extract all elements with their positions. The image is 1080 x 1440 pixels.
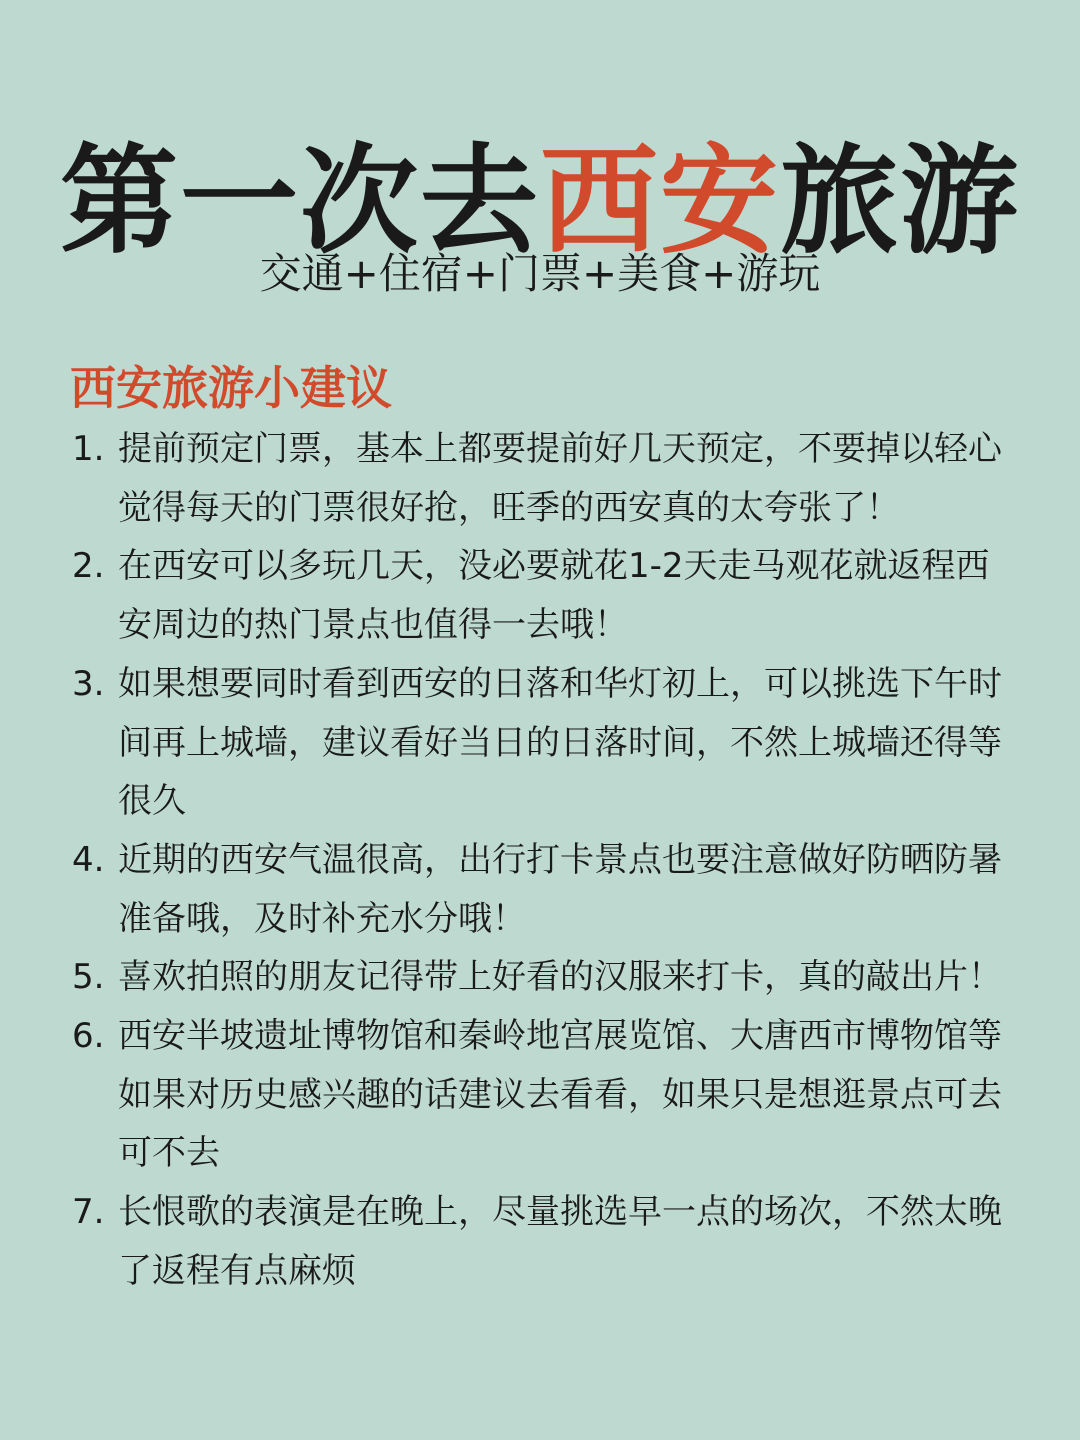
tip-item-5: [72, 948, 1012, 1007]
tip-number: 3.: [72, 663, 105, 704]
tip-item-1: [72, 420, 1012, 537]
title-accent: 西安: [539, 132, 780, 271]
tip-text: 在西安可以多玩几天，没必要就花1-2天走马观花就返程西安周边的热门景点也值得一去哦！: [118, 546, 990, 646]
section-heading: 西安旅游小建议: [70, 361, 392, 415]
tips-list: [72, 420, 1012, 1301]
title-part-2: 旅游: [780, 132, 1021, 271]
tip-number: 1.: [72, 429, 105, 469]
tip-number: 6.: [72, 1016, 105, 1057]
tip-text: 西安半坡遗址博物馆和秦岭地宫展览馆、大唐西市博物馆等如果对历史感兴趣的话建议去看看，如果只是想逛景点可去可不去: [118, 1016, 1002, 1174]
tip-item-2: [72, 537, 1012, 654]
tip-number: 7.: [72, 1192, 105, 1233]
tip-text: 喜欢拍照的朋友记得带上好看的汉服来打卡，真的敲出片！: [118, 957, 1002, 998]
tip-item-3: [72, 655, 1012, 831]
tip-text: 提前预定门票，基本上都要提前好几天预定，不要掉以轻心觉得每天的门票很好抢，旺季的西安真的太夸张了！: [118, 429, 1002, 528]
tip-text: 长恨歌的表演是在晚上，尽量挑选早一点的场次，不然太晚了返程有点麻烦: [118, 1192, 1002, 1291]
tip-item-6: [72, 1007, 1012, 1183]
tip-text: 近期的西安气温很高，出行打卡景点也要注意做好防晒防暑准备哦，及时补充水分哦！: [118, 839, 1002, 939]
tip-text: 如果想要同时看到西安的日落和华灯初上，可以挑选下午时间再上城墙，建议看好当日的日落时间，不然上城墙还得等很久: [118, 663, 1002, 822]
tip-number: 5.: [72, 957, 105, 998]
tip-number: 2.: [72, 546, 105, 587]
page-subtitle: 交通+住宿+门票+美食+游玩: [259, 249, 821, 298]
title-part-1: 第一次去: [59, 132, 540, 271]
tip-item-7: [72, 1183, 1012, 1300]
tip-item-4: [72, 831, 1012, 948]
tip-number: 4.: [72, 839, 105, 880]
